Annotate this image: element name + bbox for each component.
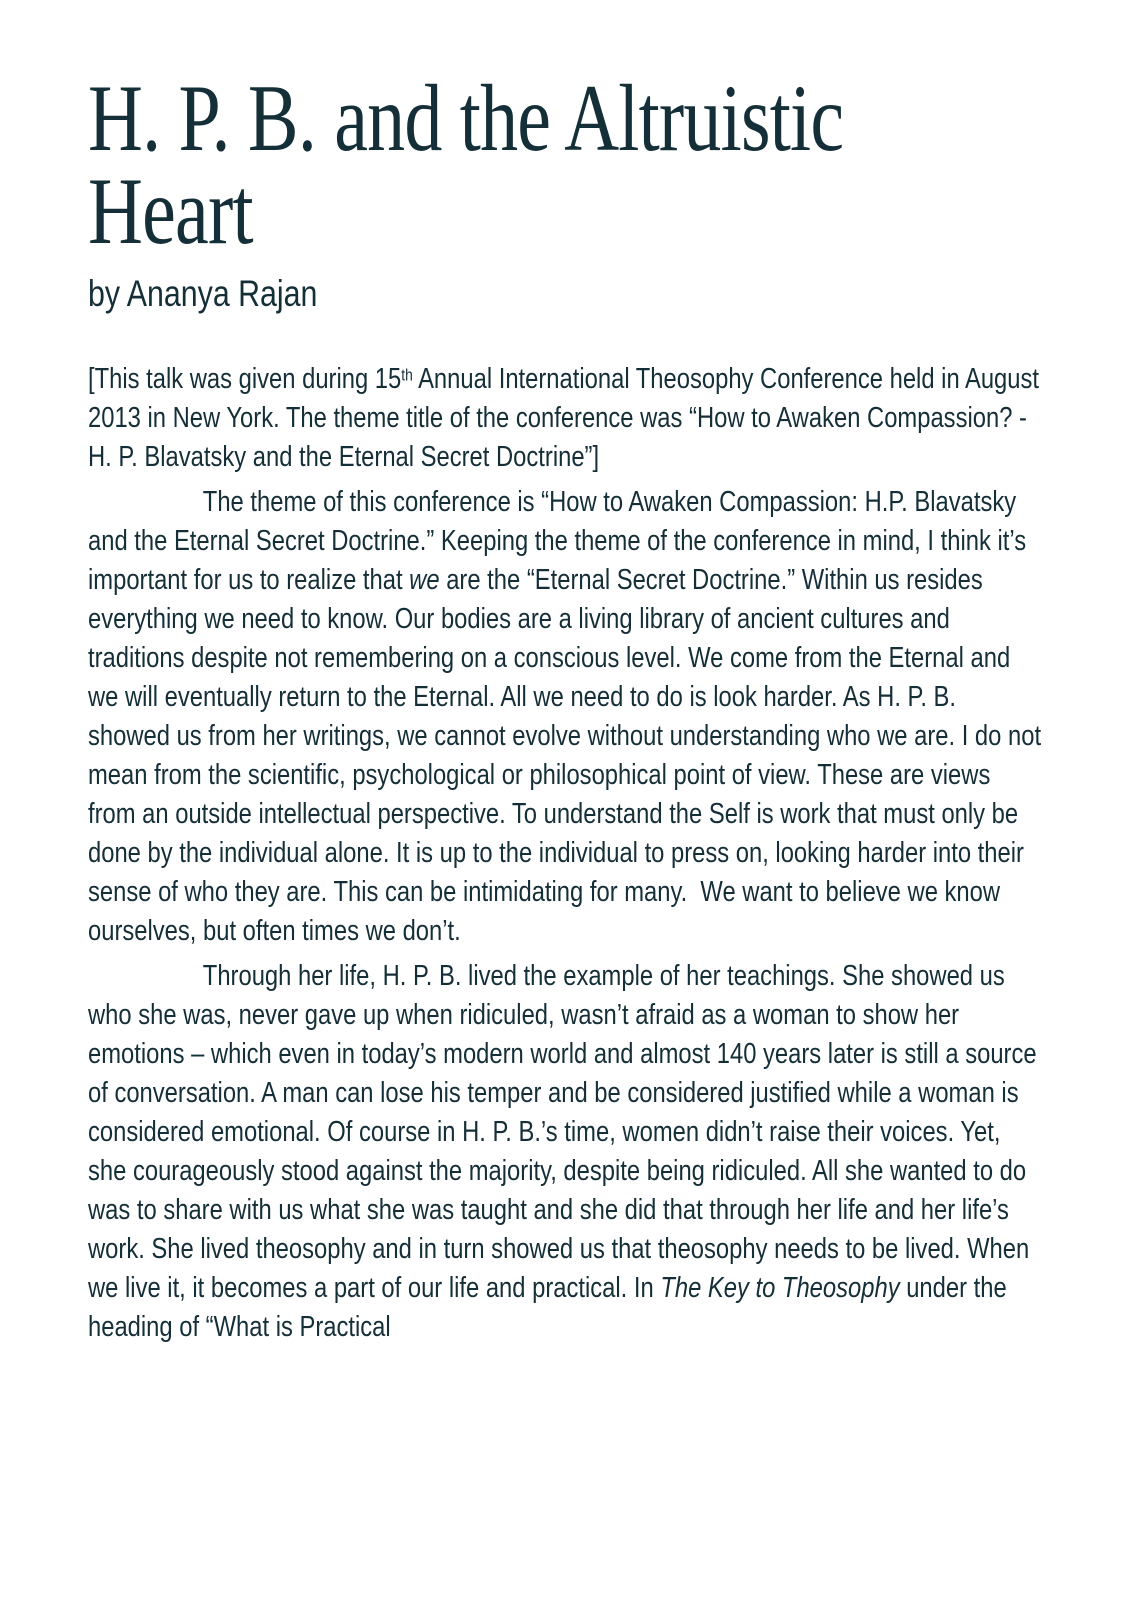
body-text: Through her life, H. P. B. lived the example of her teachings. She showed us who she was, never gave up when ridiculed, wasn’t afraid as a woman to show her emotions – which even in today’s modern world and almost 140 years later is still a source of conversation. A man can lose his temper and be considered justified while a woman is considered emotional. Of course in H. P. B.’s time, women didn’t raise their voices. Yet, she courageously stood against the majority, despite being ridiculed. All she wanted to do was to share with us what she was taught and she did that through her life and her life’s work. She lived theosophy and in turn showed us that theosophy needs to be lived. When we live it, it becomes a part of our life and practical. In <box>88 960 1037 1304</box>
paragraph <box>88 360 1042 477</box>
body-text: under the heading of “What is Practical <box>88 1272 1007 1343</box>
body-text: The theme of this conference is “How to Awaken Compassion: H.P. Blavatsky and the Eternal Secret Doctrine.” Keeping the theme of the conference in mind, I think it’s important for us to realize that <box>88 486 1027 596</box>
byline: by Ananya Rajan <box>88 273 318 314</box>
page-title-line-2: Heart <box>88 158 253 264</box>
superscript-text: th <box>401 365 413 385</box>
body-text: [This talk was given during 15 <box>88 363 402 395</box>
paragraph <box>88 957 1042 1347</box>
body-text: are the “Eternal Secret Doctrine.” Within us resides everything we need to know. Our bodies are a living library of ancient cultures and traditions despite not remembering on a conscious level. We come from the Eternal and we will eventually return to the Eternal. All we need to do is look harder. As H. P. B. showed us from her writings, we cannot evolve without understanding who we are. I do not mean from the scientific, psychological or philosophical point of view. These are views from an outside intellectual perspective. To understand the Self is work that must only be done by the individual alone. It is up to the individual to press on, looking harder into their sense of who they are. This can be intimidating for many. We want to believe we know ourselves, but often times we don’t. <box>88 564 1042 947</box>
page-title-line-1: H. P. B. and the Altruistic <box>88 65 844 171</box>
article-body <box>88 360 1042 1347</box>
italic-text: The Key to Theosophy <box>660 1272 900 1304</box>
paragraph <box>88 483 1042 951</box>
italic-text: we <box>409 564 440 596</box>
body-text: Annual International Theosophy Conference held in August 2013 in New York. The theme title of the conference was “How to Awaken Compassion? - H. P. Blavatsky and the Eternal Secret Doctrine”] <box>88 363 1039 473</box>
page-title <box>88 65 1042 264</box>
